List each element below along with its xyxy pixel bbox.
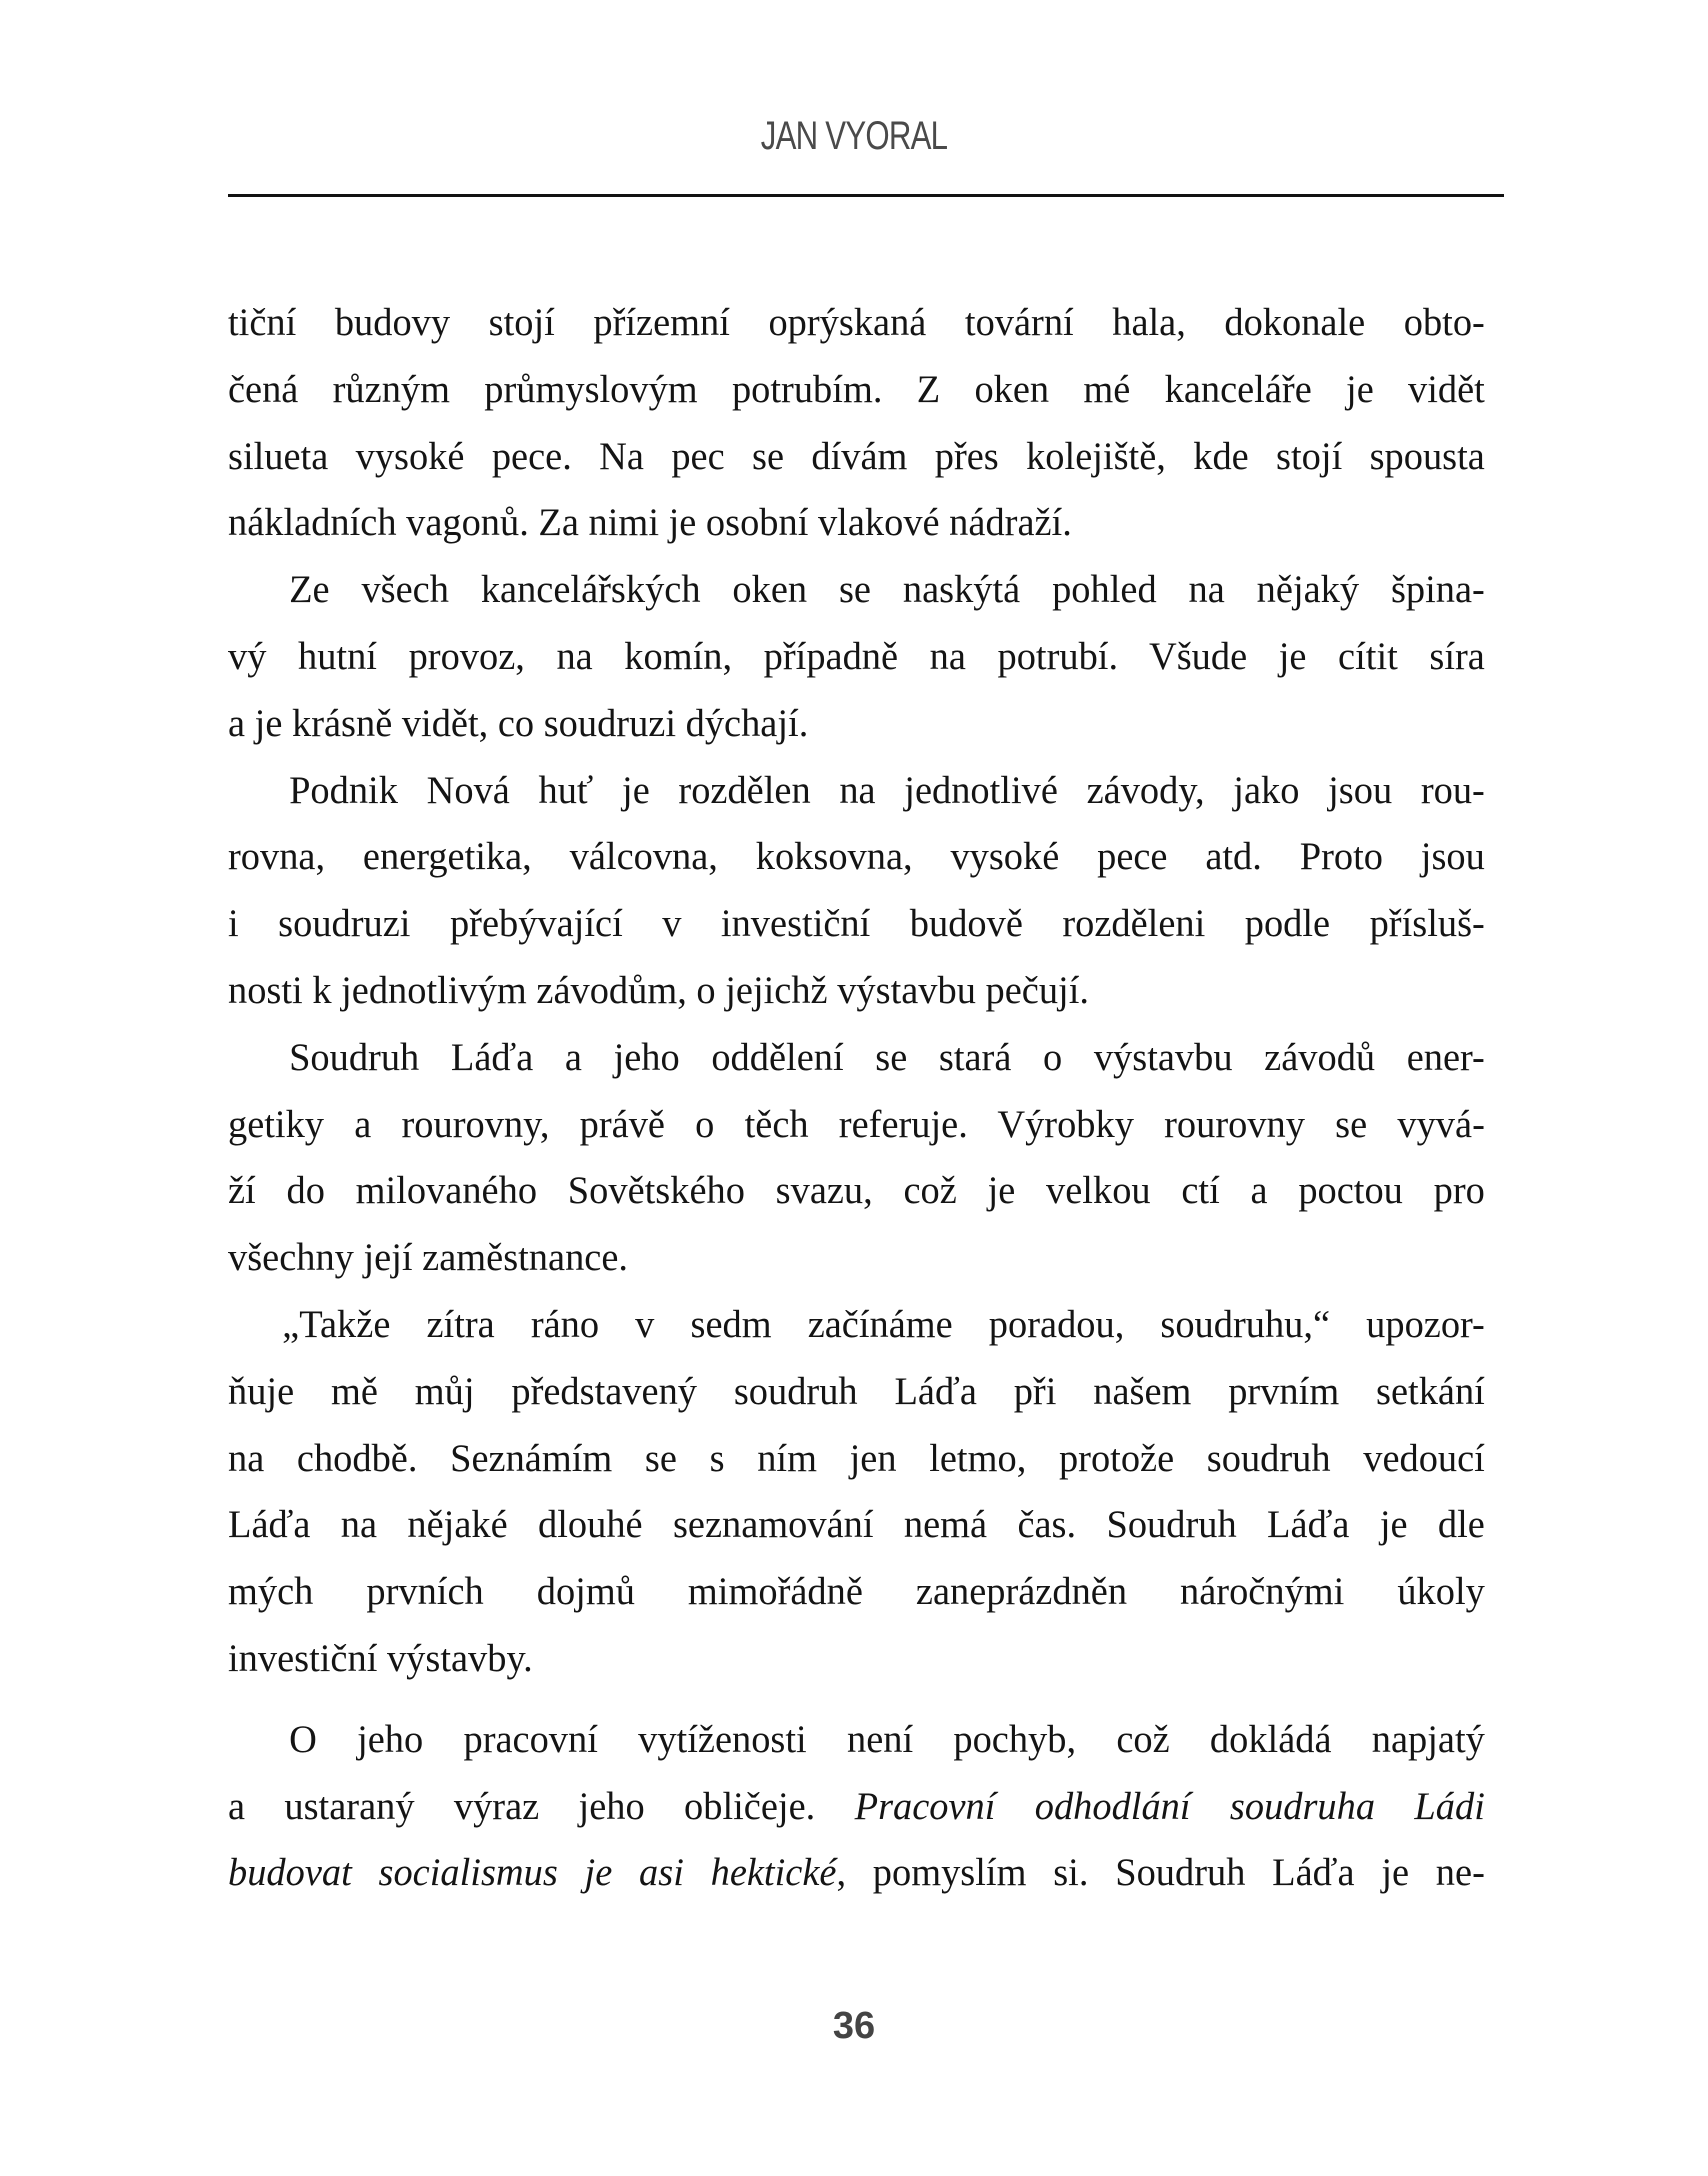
text-line: mých prvních dojmů mimořádně zaneprázdněn náročnými úkoly (228, 1570, 1485, 1614)
text-line: nosti k jednotlivým závodům, o jejichž výstavbu pečují. (228, 968, 1089, 1012)
italic-thought: budovat socialismus je asi hektické (228, 1851, 837, 1895)
text-run: , pomyslím si. Soudruh Láďa je ne- (836, 1851, 1485, 1895)
paragraph (228, 557, 1504, 757)
text-line: silueta vysoké pece. Na pec se dívám přes kolejiště, kde stojí spousta (228, 434, 1485, 478)
text-line: vý hutní provoz, na komín, případně na potrubí. Všude je cítit síra (228, 634, 1485, 678)
text-run: O jeho pracovní vytíženosti není pochyb, což dokládá napjatý (289, 1717, 1485, 1761)
text-line: tiční budovy stojí přízemní oprýskaná tovární hala, dokonale obto- (228, 301, 1485, 344)
text-line: čená různým průmyslovým potrubím. Z oken mé kanceláře je vidět (228, 367, 1485, 411)
text-line: Soudruh Láďa a jeho oddělení se stará o výstavbu závodů ener- (289, 1035, 1485, 1079)
paragraph (228, 1292, 1504, 1693)
text-line: ňuje mě můj představený soudruh Láďa při našem prvním setkání (228, 1369, 1485, 1413)
text-line: getiky a rourovny, právě o těch referuje. Výrobky rourovny se vyvá- (228, 1102, 1485, 1146)
text-line (228, 1774, 1485, 1841)
body-text (228, 290, 1504, 1907)
text-line: „Takže zítra ráno v sedm začínáme poradou, soudruhu,“ upozor- (282, 1302, 1485, 1346)
text-line: a je krásně vidět, co soudruzi dýchají. (228, 701, 809, 745)
text-line: Láďa na nějaké dlouhé seznamování nemá čas. Soudruh Láďa je dle (228, 1503, 1485, 1547)
text-line: investiční výstavby. (228, 1636, 533, 1680)
text-line: ží do milovaného Sovětského svazu, což je velkou ctí a poctou pro (228, 1169, 1485, 1213)
text-run: a ustaraný výraz jeho obličeje. (228, 1784, 855, 1828)
paragraph (228, 1025, 1504, 1292)
running-head-author: JAN VYORAL (760, 114, 948, 158)
text-line: Ze všech kancelářských oken se naskýtá pohled na nějaký špina- (289, 568, 1485, 612)
text-line: nákladních vagonů. Za nimi je osobní vlakové nádraží. (228, 501, 1072, 545)
text-line (228, 1840, 1485, 1907)
paragraph (228, 290, 1504, 557)
text-line: všechny její zaměstnance. (228, 1236, 628, 1280)
italic-thought: Pracovní odhodlání soudruha Ládi (854, 1784, 1485, 1828)
text-line: i soudruzi přebývající v investiční budově rozděleni podle přísluš- (228, 902, 1485, 946)
text-line (228, 1707, 1485, 1774)
text-line: na chodbě. Seznámím se s ním jen letmo, protože soudruh vedoucí (228, 1436, 1485, 1480)
page-number: 36 (832, 2005, 876, 2047)
paragraph (228, 758, 1504, 1025)
header-rule (228, 194, 1504, 197)
paragraph (228, 1707, 1504, 1907)
text-line: rovna, energetika, válcovna, koksovna, vysoké pece atd. Proto jsou (228, 835, 1485, 879)
paragraph-spacing (228, 1693, 1504, 1707)
text-line: Podnik Nová huť je rozdělen na jednotlivé závody, jako jsou rou- (289, 768, 1485, 812)
